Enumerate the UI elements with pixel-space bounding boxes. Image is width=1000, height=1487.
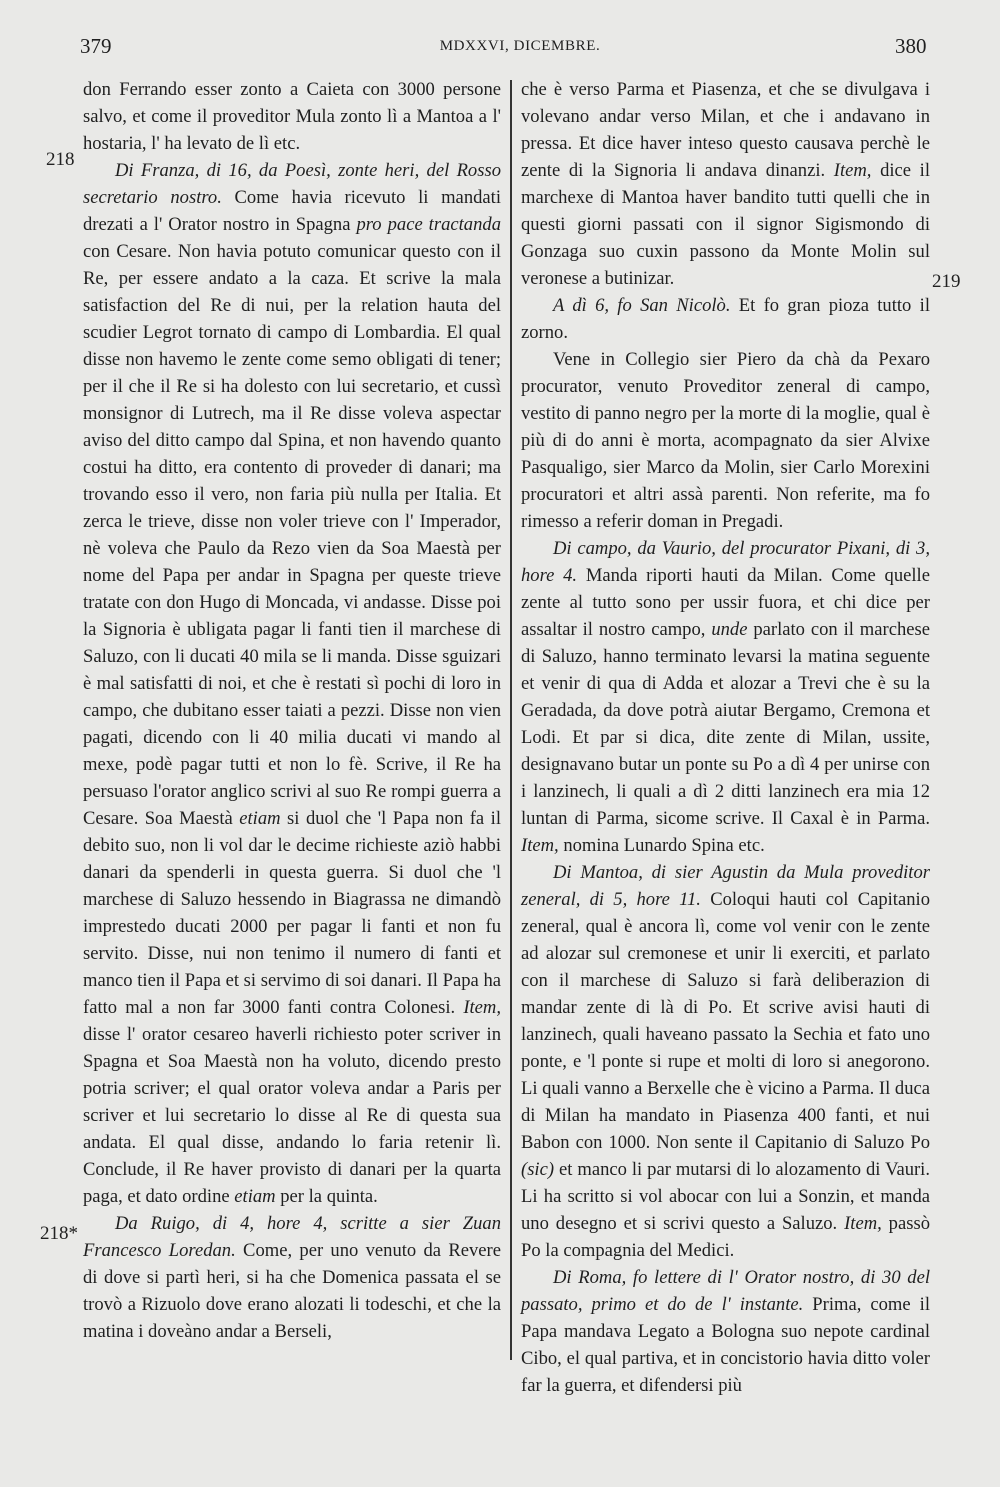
margin-number-219: 219	[932, 271, 961, 292]
paragraph-text: dice il marchexe di Mantoa haver bandito tutti quelli che in questi giorni passati con il signor Sigismondo di Gonzaga suo cuxin passono da Monte Molin sul veronese a butinizar.	[521, 160, 930, 289]
paragraph-text: Coloqui hauti col Capitanio zeneral, qual è ancora lì, come vol venir con le zente ad alozar sul cremonese et unir li exerciti, et parlato con il marchese di Saluzo si farà deliberazion di mandar zente di là di Po. Et scrive avisi hauti di lanzinech, quali haveano passato la Sechia et fato uno ponte, e 'l ponte si rupe et molti di loro si anegorono. Li quali vanno a Berxelle che è vicino a Parma. Il duca di Milan ha mandato in Piasenza 400 fanti, et nui Babon con 1000. Non sente il Capitanio di Saluzo Po	[521, 889, 930, 1153]
italic-phrase: etiam	[239, 808, 281, 829]
page-number-right: 380	[895, 34, 927, 58]
paragraph	[83, 157, 501, 1210]
paragraph-text: Prima, come il Papa mandava Legato a Bologna suo nepote cardinal Cibo, el qual partiva, et in concistorio havia ditto voler far la guerra, et difendersi più	[521, 1294, 930, 1396]
running-title: MDXXVI, DICEMBRE.	[439, 38, 601, 54]
italic-phrase: etiam	[234, 1186, 276, 1207]
source-heading: Di Mantoa, di sier Agustin da Mula proveditor zeneral, di 5, hore 11.	[521, 862, 930, 910]
right-column	[521, 76, 930, 1399]
source-heading: Da Ruigo, di 4, hore 4, scritte a sier Zuan Francesco Loredan.	[83, 1213, 501, 1261]
paragraph-text: et manco li par mutarsi di lo alozamento di Vauri. Li ha scritto si vol abocar con lui a Sonzin, et manda uno desegno et si scrivi questo a Saluzo.	[521, 1159, 930, 1234]
source-heading: Di campo, da Vaurio, del procurator Pixani, di 3, hore 4.	[521, 538, 930, 586]
paragraph-text: Vene in Collegio sier Piero da chà da Pexaro procurator, venuto Proveditor zeneral di campo, vestito di panno negro per la morte di la moglie, qual è più di do anni è morta, acompagnato da sier Alvixe Pasqualigo, sier Marco da Molin, sier Carlo Morexini procuratori et altri assà parenti. Non referite, ma fo rimesso a referir doman in Pregadi.	[521, 349, 930, 532]
paragraph-text: Manda riporti hauti da Milan. Come quelle zente al tutto sono per ussir fuora, et chi dice per assaltar il nostro campo,	[521, 565, 930, 640]
paragraph-text: passò Po la compagnia del Medici.	[521, 1213, 930, 1261]
italic-phrase: Item,	[463, 997, 501, 1018]
paragraph	[521, 346, 930, 535]
paragraph-text: don Ferrando esser zonto a Caieta con 3000 persone salvo, et come il proveditor Mula zonto lì a Mantoa a l' hostaria, l' ha levato de lì etc.	[83, 79, 501, 154]
paragraph	[83, 1210, 501, 1345]
italic-phrase: Item,	[844, 1213, 882, 1234]
page-number-left: 379	[80, 34, 112, 58]
paragraph-text: per la quinta.	[275, 1186, 378, 1207]
paragraph-text: Et fo gran pioza tutto il zorno.	[521, 295, 930, 343]
italic-phrase: Item,	[833, 160, 872, 181]
italic-phrase: unde	[711, 619, 748, 640]
paragraph	[83, 76, 501, 157]
italic-phrase: (sic)	[521, 1159, 555, 1180]
page-header	[0, 34, 1000, 62]
paragraph-text: Come, per uno venuto da Revere di dove si partì heri, si ha che Domenica passata el se trovò a Rizuolo dove erano alozati li todeschi, et che la matina i doveàno andar a Berseli,	[83, 1240, 501, 1342]
paragraph	[521, 859, 930, 1264]
paragraph-text: nomina Lunardo Spina etc.	[558, 835, 765, 856]
italic-phrase: Item,	[521, 835, 559, 856]
paragraph	[521, 535, 930, 859]
paragraph-text: disse l' orator cesareo haverli richiesto poter scriver in Spagna et Soa Maestà non ha voluto, dicendo presto potria scriver; el qual orator voleva andar a Paris per scriver et lui secretario lo disse al Re di questa sua andata. El qual disse, andando lo faria retenir lì. Conclude, il Re haver provisto di danari per la quarta paga, et dato ordine	[83, 1024, 501, 1207]
paragraph	[521, 292, 930, 346]
margin-number-218-star: 218*	[40, 1223, 78, 1244]
source-heading: Di Franza, di 16, da Poesì, zonte heri, del Rosso secretario nostro.	[83, 160, 501, 208]
date-heading: A dì 6, fo San Nicolò.	[553, 295, 731, 316]
paragraph	[521, 76, 930, 292]
margin-number-218: 218	[46, 149, 75, 170]
left-column	[83, 76, 501, 1345]
source-heading: Di Roma, fo lettere di l' Orator nostro, di 30 del passato, primo et do de l' instante.	[521, 1267, 930, 1315]
paragraph-text: Come havia ricevuto li mandati drezati a l' Orator nostro in Spagna	[83, 187, 501, 235]
paragraph-text: si duol che 'l Papa non fa il debito suo, non li vol dar le decime richieste aziò habbi danari da spenderli in questa guerra. Si duol che 'l marchese di Saluzo hessendo in Biagrassa ne dimandò imprestedo ducati 2000 per pagar li fanti et non fu servito. Disse, nui non tenimo il numero di fanti et manco tien il Papa et si servimo di soi danari. Il Papa ha fatto mal a non far 3000 fanti contra Colonesi.	[83, 808, 502, 1018]
paragraph-text: con Cesare. Non havia potuto comunicar questo con il Re, per essere andato a la caza. Et scrive la mala satisfaction del Re di nui, per la relation hauta del scudier Legrot tornato di campo di Lombardia. El qual disse non havemo le zente come semo obligati di tener; per il che il Re si ha dolesto con lui secretario, et cussì monsignor di Lutrech, ma il Re disse voleva aspectar aviso del ditto campo dal Spina, et non havendo quanto costui ha ditto, era contento di proveder di danari; ma trovando esso il vero, non faria più nulla per Italia. Et zerca le trieve, disse non voler trieve con l' Imperador, nè voleva che Paulo da Rezo vien da Soa Maestà per nome del Papa per andar in Spagna per queste trieve tratate con don Hugo di Moncada, vi andasse. Disse poi la Signoria è ubligata pagar li fanti tien il marchese di Saluzo, con li ducati 40 mila se li manda. Disse sguizari è mal satisfatti di noi, et che è restati sì pochi di loro in campo, che dubitano esser taiati a pezzi. Disse non vien pagati, dicendo con li 40 milia ducati vi mando al mexe, podè pagar tutti et non lo fè. Scrive, il Re ha persuaso l'orator anglico scrivi al suo Re rompi guerra a Cesare. Soa Maestà	[83, 241, 501, 829]
italic-phrase: pro pace tractanda	[356, 214, 501, 235]
paragraph	[521, 1264, 930, 1399]
paragraph-text: che è verso Parma et Piasenza, et che se divulgava i volevano andar verso Milan, et che i andavano in pressa. Et dice haver inteso questo causava perchè le zente di la Signoria li andava dinanzi.	[521, 79, 930, 181]
column-divider	[510, 80, 512, 1360]
paragraph-text: parlato con il marchese di Saluzo, hanno terminato levarsi la matina seguente et venir di qua di Adda et alozar a Trevi che è su la Geradada, da dove potrà aiutar Bergamo, Cremona et Lodi. Et par si dica, dite zente di Milan, ussite, designavano butar un ponte su Po a dì 4 per unirse con i lanzinech, li quali a dì 2 ditti lanzinech era mia 12 luntan di Parma, sicome scrive. Il Caxal è in Parma.	[521, 619, 930, 829]
